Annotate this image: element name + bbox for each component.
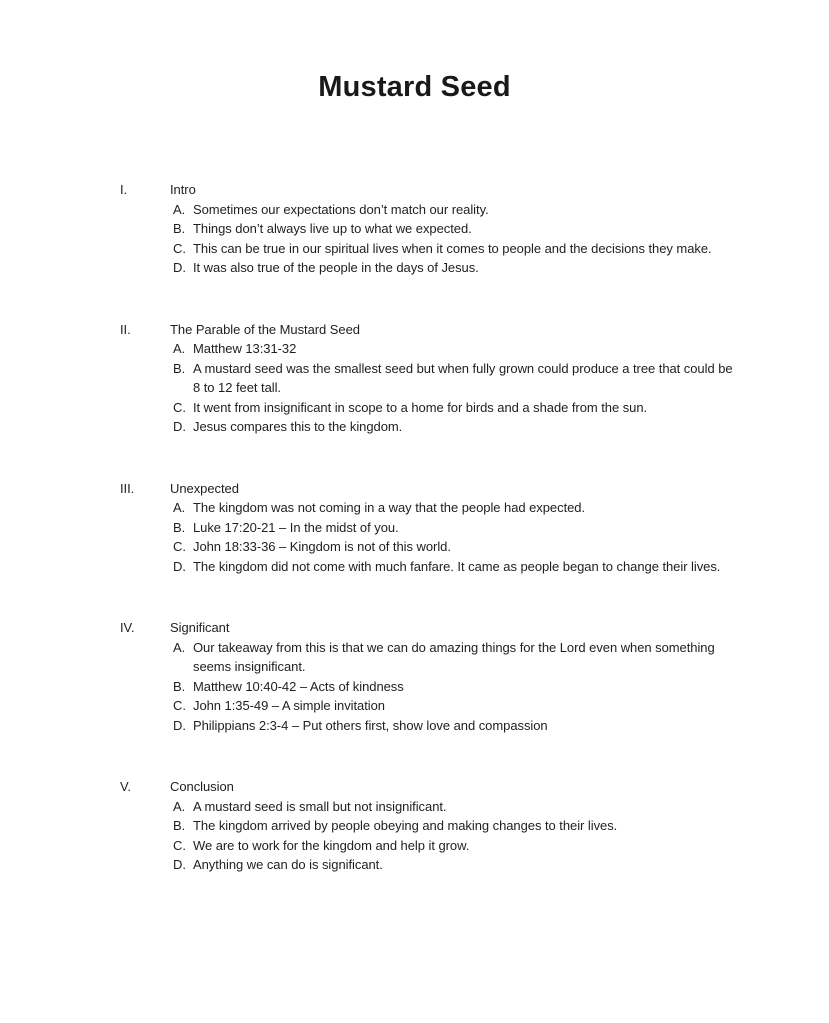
section-heading: Conclusion xyxy=(170,779,234,794)
item-label: B. xyxy=(173,221,186,236)
section-numeral: I. xyxy=(120,182,128,197)
item-text: It went from insignificant in scope to a home for birds and a shade from the sun. xyxy=(193,399,648,415)
item-label: A. xyxy=(173,500,186,515)
item-text: A mustard seed was the smallest seed but when fully grown could produce a tree that could be 8 to 12 feet tall. xyxy=(193,360,733,395)
item-text: Matthew 13:31-32 xyxy=(193,341,297,356)
outline-section-conclusion xyxy=(120,777,769,875)
item-text: The kingdom did not come with much fanfare. It came as people began to change their lives. xyxy=(193,558,721,574)
outline-item xyxy=(173,219,769,239)
item-text: The kingdom arrived by people obeying and making changes to their lives. xyxy=(193,818,618,833)
item-label: D. xyxy=(173,558,186,574)
outline-item xyxy=(173,239,769,259)
outline-item xyxy=(173,498,769,518)
item-text: Luke 17:20-21 – In the midst of you. xyxy=(193,519,399,535)
outline-item xyxy=(173,716,769,736)
section-heading-row xyxy=(120,180,769,200)
outline-item xyxy=(173,339,769,359)
item-text: This can be true in our spiritual lives when it comes to people and the decisions they make. xyxy=(193,240,712,256)
item-label: A. xyxy=(173,341,186,356)
item-label: C. xyxy=(173,698,186,713)
item-text: Sometimes our expectations don’t match our reality. xyxy=(193,201,489,217)
item-text: The kingdom was not coming in a way that the people had expected. xyxy=(193,500,586,515)
item-text: John 1:35-49 – A simple invitation xyxy=(193,698,385,713)
outline-section-intro xyxy=(120,180,769,278)
item-label: B. xyxy=(173,818,186,833)
item-text: We are to work for the kingdom and help it grow. xyxy=(193,837,470,853)
item-label: C. xyxy=(173,399,186,415)
outline-item xyxy=(173,557,769,577)
section-heading: The Parable of the Mustard Seed xyxy=(170,321,360,337)
section-heading-row xyxy=(120,777,769,797)
section-numeral: III. xyxy=(120,480,135,496)
item-label: A. xyxy=(173,639,186,655)
outline-item xyxy=(173,696,769,716)
item-label: D. xyxy=(173,260,186,275)
outline-section-unexpected xyxy=(120,479,769,577)
item-label: D. xyxy=(173,857,186,872)
outline-item xyxy=(173,417,769,437)
outline-section-parable xyxy=(120,320,769,437)
item-label: D. xyxy=(173,419,186,434)
item-label: A. xyxy=(173,798,186,814)
outline-item xyxy=(173,855,769,875)
section-heading-row xyxy=(120,618,769,638)
outline-item xyxy=(173,200,769,220)
item-label: A. xyxy=(173,201,186,217)
outline-item xyxy=(173,638,769,677)
document-title: Mustard Seed xyxy=(318,71,511,103)
outline-item xyxy=(173,816,769,836)
item-label: C. xyxy=(173,240,186,256)
item-text: Philippians 2:3-4 – Put others first, show love and compassion xyxy=(193,717,548,733)
outline-item xyxy=(173,398,769,418)
item-text: Matthew 10:40-42 – Acts of kindness xyxy=(193,678,404,694)
outline-item xyxy=(173,518,769,538)
outline-item xyxy=(173,797,769,817)
item-label: C. xyxy=(173,837,186,853)
outline-item xyxy=(173,359,769,398)
outline-item xyxy=(173,677,769,697)
item-label: B. xyxy=(173,678,186,694)
section-numeral: IV. xyxy=(120,620,135,635)
section-heading: Significant xyxy=(170,620,230,635)
item-text: It was also true of the people in the days of Jesus. xyxy=(193,260,479,275)
item-label: B. xyxy=(173,519,186,535)
outline-item xyxy=(173,836,769,856)
outline-item xyxy=(173,537,769,557)
outline-item xyxy=(173,258,769,278)
outline-section-significant xyxy=(120,618,769,735)
section-heading-row xyxy=(120,479,769,499)
item-text: John 18:33-36 – Kingdom is not of this world. xyxy=(193,539,451,554)
section-heading: Unexpected xyxy=(170,480,239,496)
section-numeral: V. xyxy=(120,779,131,794)
item-text: Things don’t always live up to what we expected. xyxy=(193,221,472,236)
section-heading: Intro xyxy=(170,182,196,197)
item-label: C. xyxy=(173,539,186,554)
section-numeral: II. xyxy=(120,321,131,337)
item-text: Our takeaway from this is that we can do amazing things for the Lord even when something seems insignificant. xyxy=(193,639,715,674)
item-text: Anything we can do is significant. xyxy=(193,857,383,872)
item-text: A mustard seed is small but not insignificant. xyxy=(193,798,447,814)
sermon-outline xyxy=(120,180,769,875)
section-heading-row xyxy=(120,320,769,340)
item-text: Jesus compares this to the kingdom. xyxy=(193,419,403,434)
item-label: D. xyxy=(173,717,186,733)
item-label: B. xyxy=(173,360,186,376)
